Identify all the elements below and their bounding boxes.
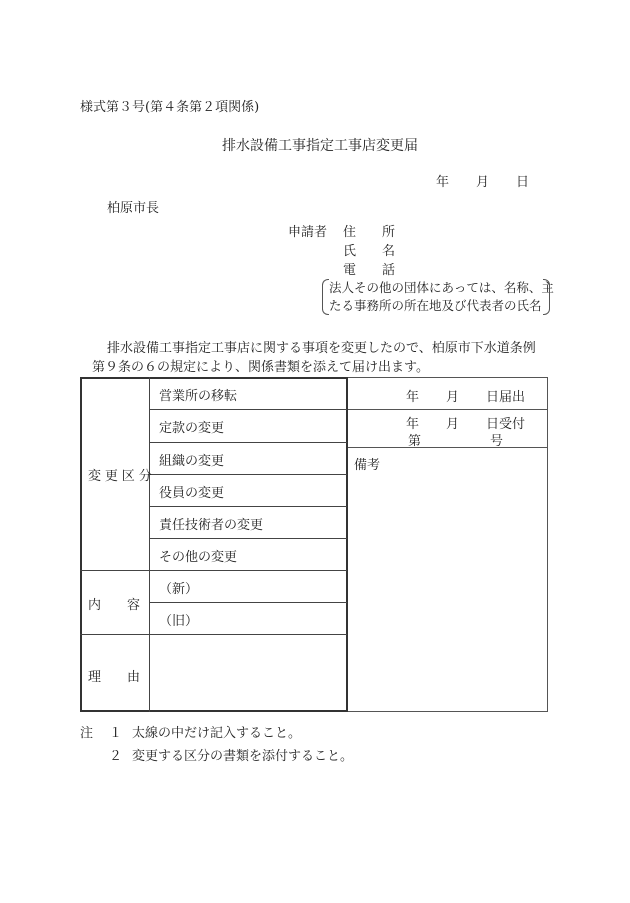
- category-office-move: 営業所の移転: [159, 389, 238, 404]
- category-other-change: その他の変更: [159, 550, 238, 565]
- received-day: 日受付: [486, 417, 526, 432]
- category-organization-change: 組織の変更: [159, 454, 225, 469]
- submitted-month: 月: [446, 390, 460, 405]
- received-year: 年: [406, 417, 420, 432]
- note-2: 変更する区分の書類を添付すること。: [132, 749, 354, 764]
- date-month: 月: [476, 175, 490, 190]
- form-number: 様式第３号(第４条第２項関係): [80, 100, 260, 115]
- note-1: 太線の中だけ記入すること。: [132, 726, 302, 741]
- applicant-phone-label: 電 話: [343, 263, 396, 278]
- applicant-address-label: 住 所: [343, 225, 396, 240]
- change-category-label: 変更区分: [88, 469, 156, 484]
- page-title: 排水設備工事指定工事店変更届: [222, 138, 418, 154]
- date-year: 年: [436, 175, 450, 190]
- applicant-note-line1: 法人その他の団体にあっては、名称、主: [329, 280, 554, 295]
- body-line-1: 排水設備工事指定工事店に関する事項を変更したので、柏原市下水道条例: [107, 341, 536, 356]
- note-paren-left: [322, 279, 329, 315]
- applicant-label: 申請者: [288, 225, 328, 240]
- received-go: 号: [490, 434, 504, 449]
- content-label: 内 容: [88, 598, 141, 613]
- applicant-name-label: 氏 名: [343, 244, 396, 259]
- applicant-note-line2: たる事務所の所在地及び代表者の氏名: [329, 298, 542, 313]
- notes-prefix: 注: [80, 726, 94, 741]
- received-month: 月: [446, 417, 460, 432]
- change-table: [80, 377, 548, 712]
- content-old: （旧）: [159, 614, 199, 629]
- submitted-day: 日届出: [486, 390, 526, 405]
- note-paren-right: [543, 279, 550, 315]
- date-day: 日: [516, 175, 530, 190]
- submitted-year: 年: [406, 390, 420, 405]
- content-new: （新）: [159, 582, 199, 597]
- body-line-2: 第９条の６の規定により、関係書類を添えて届け出ます。: [92, 360, 429, 375]
- addressee: 柏原市長: [107, 201, 160, 216]
- category-officer-change: 役員の変更: [159, 486, 225, 501]
- category-engineer-change: 責任技術者の変更: [159, 518, 264, 533]
- remarks-label: 備考: [354, 458, 381, 473]
- note-1-number: １: [109, 726, 123, 741]
- reason-label: 理 由: [88, 670, 141, 685]
- note-2-number: ２: [109, 749, 123, 764]
- category-articles-change: 定款の変更: [159, 421, 225, 436]
- received-dai: 第: [408, 434, 422, 449]
